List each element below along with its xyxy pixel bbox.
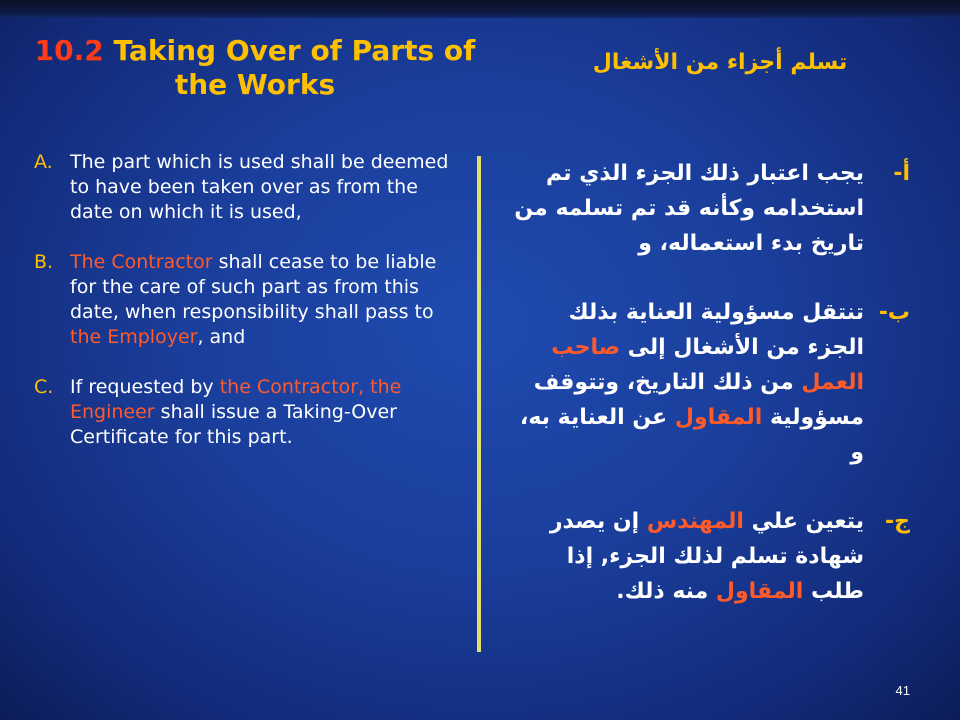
english-list	[34, 150, 454, 475]
english-text: shall issue a Taking-Over Certificate for this part.	[70, 401, 397, 448]
arabic-marker: ب-	[878, 300, 910, 325]
arabic-text: تنتقل مسؤولية العناية بذلك الجزء من الأشغال إلى	[568, 300, 864, 360]
arabic-item	[510, 504, 910, 609]
english-item	[34, 250, 454, 350]
arabic-text: يجب اعتبار ذلك الجزء الذي تم استخدامه وكأنه قد تم تسلمه من تاريخ بدء استعماله، و	[514, 161, 864, 256]
arabic-marker: ج-	[885, 509, 910, 534]
english-highlight-text: the Employer	[70, 326, 198, 348]
english-text: If requested by	[70, 376, 220, 398]
arabic-list	[510, 156, 910, 643]
english-marker: A.	[34, 151, 53, 173]
slide-title-arabic: تسلم أجزاء من الأشغال	[592, 50, 848, 75]
english-item	[34, 375, 454, 450]
arabic-text: منه ذلك.	[616, 579, 716, 604]
english-item	[34, 150, 454, 225]
english-text: shall cease to be liable for the care of such part as from this date, when responsibility shall pass to	[70, 251, 437, 323]
arabic-text: عن العناية به، و	[520, 405, 864, 465]
title-text: Taking Over of Parts of the Works	[113, 34, 476, 101]
top-bar	[0, 0, 960, 18]
arabic-highlight-text: المقاول	[715, 579, 804, 604]
arabic-highlight-text: المقاول	[674, 405, 763, 430]
english-text: , and	[197, 326, 246, 348]
english-marker: C.	[34, 376, 54, 398]
english-highlight-text: The Contractor	[70, 251, 213, 273]
english-text: The part which is used shall be deemed to have been taken over as from the date on which it is used,	[70, 151, 449, 223]
arabic-text: يتعين علي	[743, 509, 864, 534]
arabic-highlight-text: صاحب العمل	[551, 335, 864, 395]
arabic-marker: أ-	[893, 161, 910, 186]
page-number: 41	[895, 683, 910, 698]
arabic-item	[510, 156, 910, 261]
english-marker: B.	[34, 251, 54, 273]
column-divider	[477, 156, 481, 652]
arabic-highlight-text: المهندس	[646, 509, 744, 534]
arabic-text: من ذلك التاريخ، وتتوقف مسؤولية	[533, 370, 864, 430]
section-number: 10.2	[34, 34, 104, 67]
arabic-item	[510, 295, 910, 470]
english-highlight-text: the Contractor, the Engineer	[70, 376, 402, 423]
slide-title-english	[20, 34, 490, 102]
arabic-text: إن يصدر شهادة تسلم لذلك الجزء, إذا طلب	[549, 509, 864, 604]
